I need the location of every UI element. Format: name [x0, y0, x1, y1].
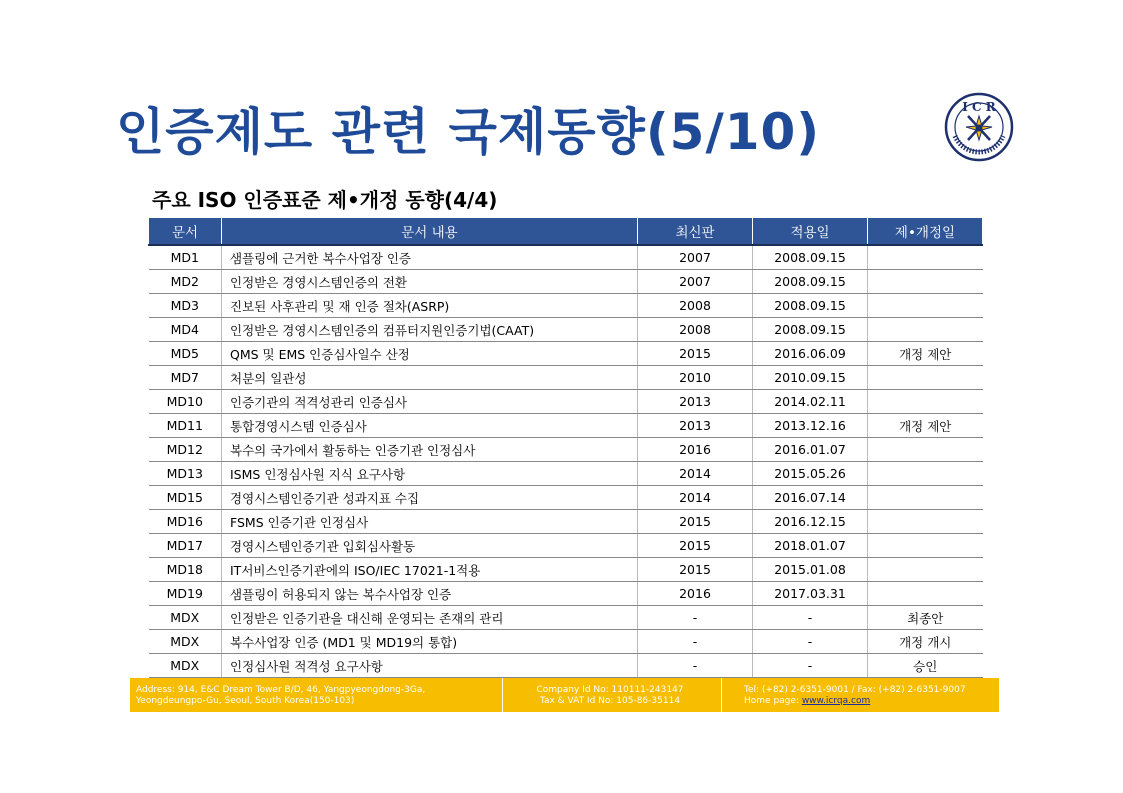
table-row	[149, 606, 983, 630]
cell-document: MD16	[149, 510, 222, 534]
cell-document: MDX	[149, 654, 222, 679]
cell-content: 통합경영시스템 인증심사	[222, 414, 638, 438]
footer-company-id: Company Id No: 110111-243147	[536, 685, 684, 695]
iso-standards-table	[148, 217, 983, 679]
cell-document: MD11	[149, 414, 222, 438]
cell-document: MD4	[149, 318, 222, 342]
cell-latest-edition: 2007	[638, 245, 753, 270]
cell-content: 샘플링에 근거한 복수사업장 인증	[222, 245, 638, 270]
cell-revision-date	[868, 558, 983, 582]
cell-document: MD19	[149, 582, 222, 606]
cell-application-date: 2015.01.08	[753, 558, 868, 582]
cell-revision-date: 최종안	[868, 606, 983, 630]
footer-homepage	[744, 696, 995, 707]
cell-application-date: -	[753, 654, 868, 679]
cell-revision-date	[868, 486, 983, 510]
cell-revision-date	[868, 318, 983, 342]
cell-application-date: 2015.05.26	[753, 462, 868, 486]
cell-latest-edition: -	[638, 630, 753, 654]
table-row	[149, 654, 983, 679]
cell-latest-edition: 2014	[638, 486, 753, 510]
cell-application-date: 2008.09.15	[753, 270, 868, 294]
logo-text: I C R	[962, 100, 996, 114]
table-row	[149, 510, 983, 534]
cell-document: MD10	[149, 390, 222, 414]
table-row	[149, 486, 983, 510]
table-row	[149, 390, 983, 414]
footer-address-line1: Address: 914, E&C Dream Tower B/D, 46, Yangpyeongdong-3Ga,	[136, 685, 426, 695]
cell-content: 인정심사원 적격성 요구사항	[222, 654, 638, 679]
table-row	[149, 438, 983, 462]
cell-content: 처분의 일관성	[222, 366, 638, 390]
footer-tax-id: Tax & VAT Id No: 105-86-35114	[539, 696, 681, 706]
cell-application-date: 2008.09.15	[753, 318, 868, 342]
cell-latest-edition: 2007	[638, 270, 753, 294]
cell-revision-date: 개정 제안	[868, 342, 983, 366]
cell-application-date: 2016.07.14	[753, 486, 868, 510]
footer-tel-fax: Tel: (+82) 2-6351-9001 / Fax: (+82) 2-6351-9007	[744, 685, 966, 695]
table-row	[149, 366, 983, 390]
cell-latest-edition: 2008	[638, 318, 753, 342]
cell-document: MD5	[149, 342, 222, 366]
cell-document: MD17	[149, 534, 222, 558]
cell-application-date: -	[753, 630, 868, 654]
cell-application-date: 2016.12.15	[753, 510, 868, 534]
cell-revision-date: 승인	[868, 654, 983, 679]
cell-revision-date: 개정 개시	[868, 630, 983, 654]
cell-revision-date	[868, 510, 983, 534]
cell-content: 샘플링이 허용되지 않는 복수사업장 인증	[222, 582, 638, 606]
cell-latest-edition: 2013	[638, 414, 753, 438]
cell-document: MD15	[149, 486, 222, 510]
header-content: 문서 내용	[222, 218, 638, 246]
table-row	[149, 245, 983, 270]
table-row	[149, 342, 983, 366]
cell-content: FSMS 인증기관 인정심사	[222, 510, 638, 534]
cell-revision-date: 개정 제안	[868, 414, 983, 438]
cell-content: QMS 및 EMS 인증심사일수 산정	[222, 342, 638, 366]
cell-latest-edition: 2015	[638, 342, 753, 366]
header-latest-edition: 최신판	[638, 218, 753, 246]
cell-latest-edition: 2015	[638, 534, 753, 558]
cell-document: MDX	[149, 630, 222, 654]
footer-address-line2: Yeongdeungpo-Gu, Seoul, South Korea(150-103)	[136, 696, 355, 706]
cell-latest-edition: 2014	[638, 462, 753, 486]
cell-document: MD1	[149, 245, 222, 270]
table-row	[149, 318, 983, 342]
table-row	[149, 582, 983, 606]
cell-revision-date	[868, 270, 983, 294]
cell-document: MD3	[149, 294, 222, 318]
footer-address	[130, 678, 503, 712]
cell-document: MD13	[149, 462, 222, 486]
header-application-date: 적용일	[753, 218, 868, 246]
cell-content: 복수의 국가에서 활동하는 인증기관 인정심사	[222, 438, 638, 462]
cell-content: 인정받은 경영시스템인증의 전환	[222, 270, 638, 294]
cell-content: ISMS 인정심사원 지식 요구사항	[222, 462, 638, 486]
cell-latest-edition: 2015	[638, 558, 753, 582]
table-row	[149, 294, 983, 318]
cell-application-date: 2017.03.31	[753, 582, 868, 606]
table-body	[149, 245, 983, 678]
footer-homepage-label: Home page:	[744, 696, 802, 706]
footer-company-ids	[503, 678, 722, 712]
cell-latest-edition: -	[638, 654, 753, 679]
cell-application-date: 2016.01.07	[753, 438, 868, 462]
cell-latest-edition: 2010	[638, 366, 753, 390]
table-row	[149, 270, 983, 294]
cell-content: 경영시스템인증기관 성과지표 수집	[222, 486, 638, 510]
cell-revision-date	[868, 366, 983, 390]
cell-revision-date	[868, 390, 983, 414]
cell-content: 인정받은 경영시스템인증의 컴퓨터지원인증기법(CAAT)	[222, 318, 638, 342]
cell-latest-edition: 2008	[638, 294, 753, 318]
cell-revision-date	[868, 438, 983, 462]
cell-latest-edition: 2016	[638, 582, 753, 606]
cell-revision-date	[868, 462, 983, 486]
cell-content: 경영시스템인증기관 입회심사활동	[222, 534, 638, 558]
cell-application-date: 2008.09.15	[753, 245, 868, 270]
cell-document: MDX	[149, 606, 222, 630]
icr-seal-logo	[944, 92, 1014, 162]
table-header-row	[149, 218, 983, 246]
cell-application-date: -	[753, 606, 868, 630]
cell-document: MD12	[149, 438, 222, 462]
table-row	[149, 462, 983, 486]
footer-contact	[722, 678, 999, 712]
cell-content: 인증기관의 적격성관리 인증심사	[222, 390, 638, 414]
cell-application-date: 2008.09.15	[753, 294, 868, 318]
cell-latest-edition: -	[638, 606, 753, 630]
cell-content: 인정받은 인증기관을 대신해 운영되는 존재의 관리	[222, 606, 638, 630]
cell-document: MD18	[149, 558, 222, 582]
cell-latest-edition: 2016	[638, 438, 753, 462]
table-row	[149, 534, 983, 558]
cell-revision-date	[868, 245, 983, 270]
cell-application-date: 2010.09.15	[753, 366, 868, 390]
cell-content: 진보된 사후관리 및 재 인증 절차(ASRP)	[222, 294, 638, 318]
header-document: 문서	[149, 218, 222, 246]
section-subtitle: 주요 ISO 인증표준 제•개정 동향(4/4)	[152, 188, 498, 212]
cell-document: MD2	[149, 270, 222, 294]
cell-revision-date	[868, 534, 983, 558]
table-row	[149, 558, 983, 582]
cell-latest-edition: 2015	[638, 510, 753, 534]
cell-content: 복수사업장 인증 (MD1 및 MD19의 통합)	[222, 630, 638, 654]
header-revision-date: 제•개정일	[868, 218, 983, 246]
cell-document: MD7	[149, 366, 222, 390]
footer-bar	[130, 678, 999, 712]
homepage-link[interactable]: www.icrqa.com	[801, 696, 871, 706]
cell-application-date: 2014.02.11	[753, 390, 868, 414]
cell-application-date: 2016.06.09	[753, 342, 868, 366]
cell-revision-date	[868, 582, 983, 606]
page-title: 인증제도 관련 국제동향(5/10)	[116, 103, 821, 161]
table-row	[149, 414, 983, 438]
cell-latest-edition: 2013	[638, 390, 753, 414]
cell-content: IT서비스인증기관에의 ISO/IEC 17021-1적용	[222, 558, 638, 582]
cell-application-date: 2013.12.16	[753, 414, 868, 438]
cell-revision-date	[868, 294, 983, 318]
table-row	[149, 630, 983, 654]
cell-application-date: 2018.01.07	[753, 534, 868, 558]
